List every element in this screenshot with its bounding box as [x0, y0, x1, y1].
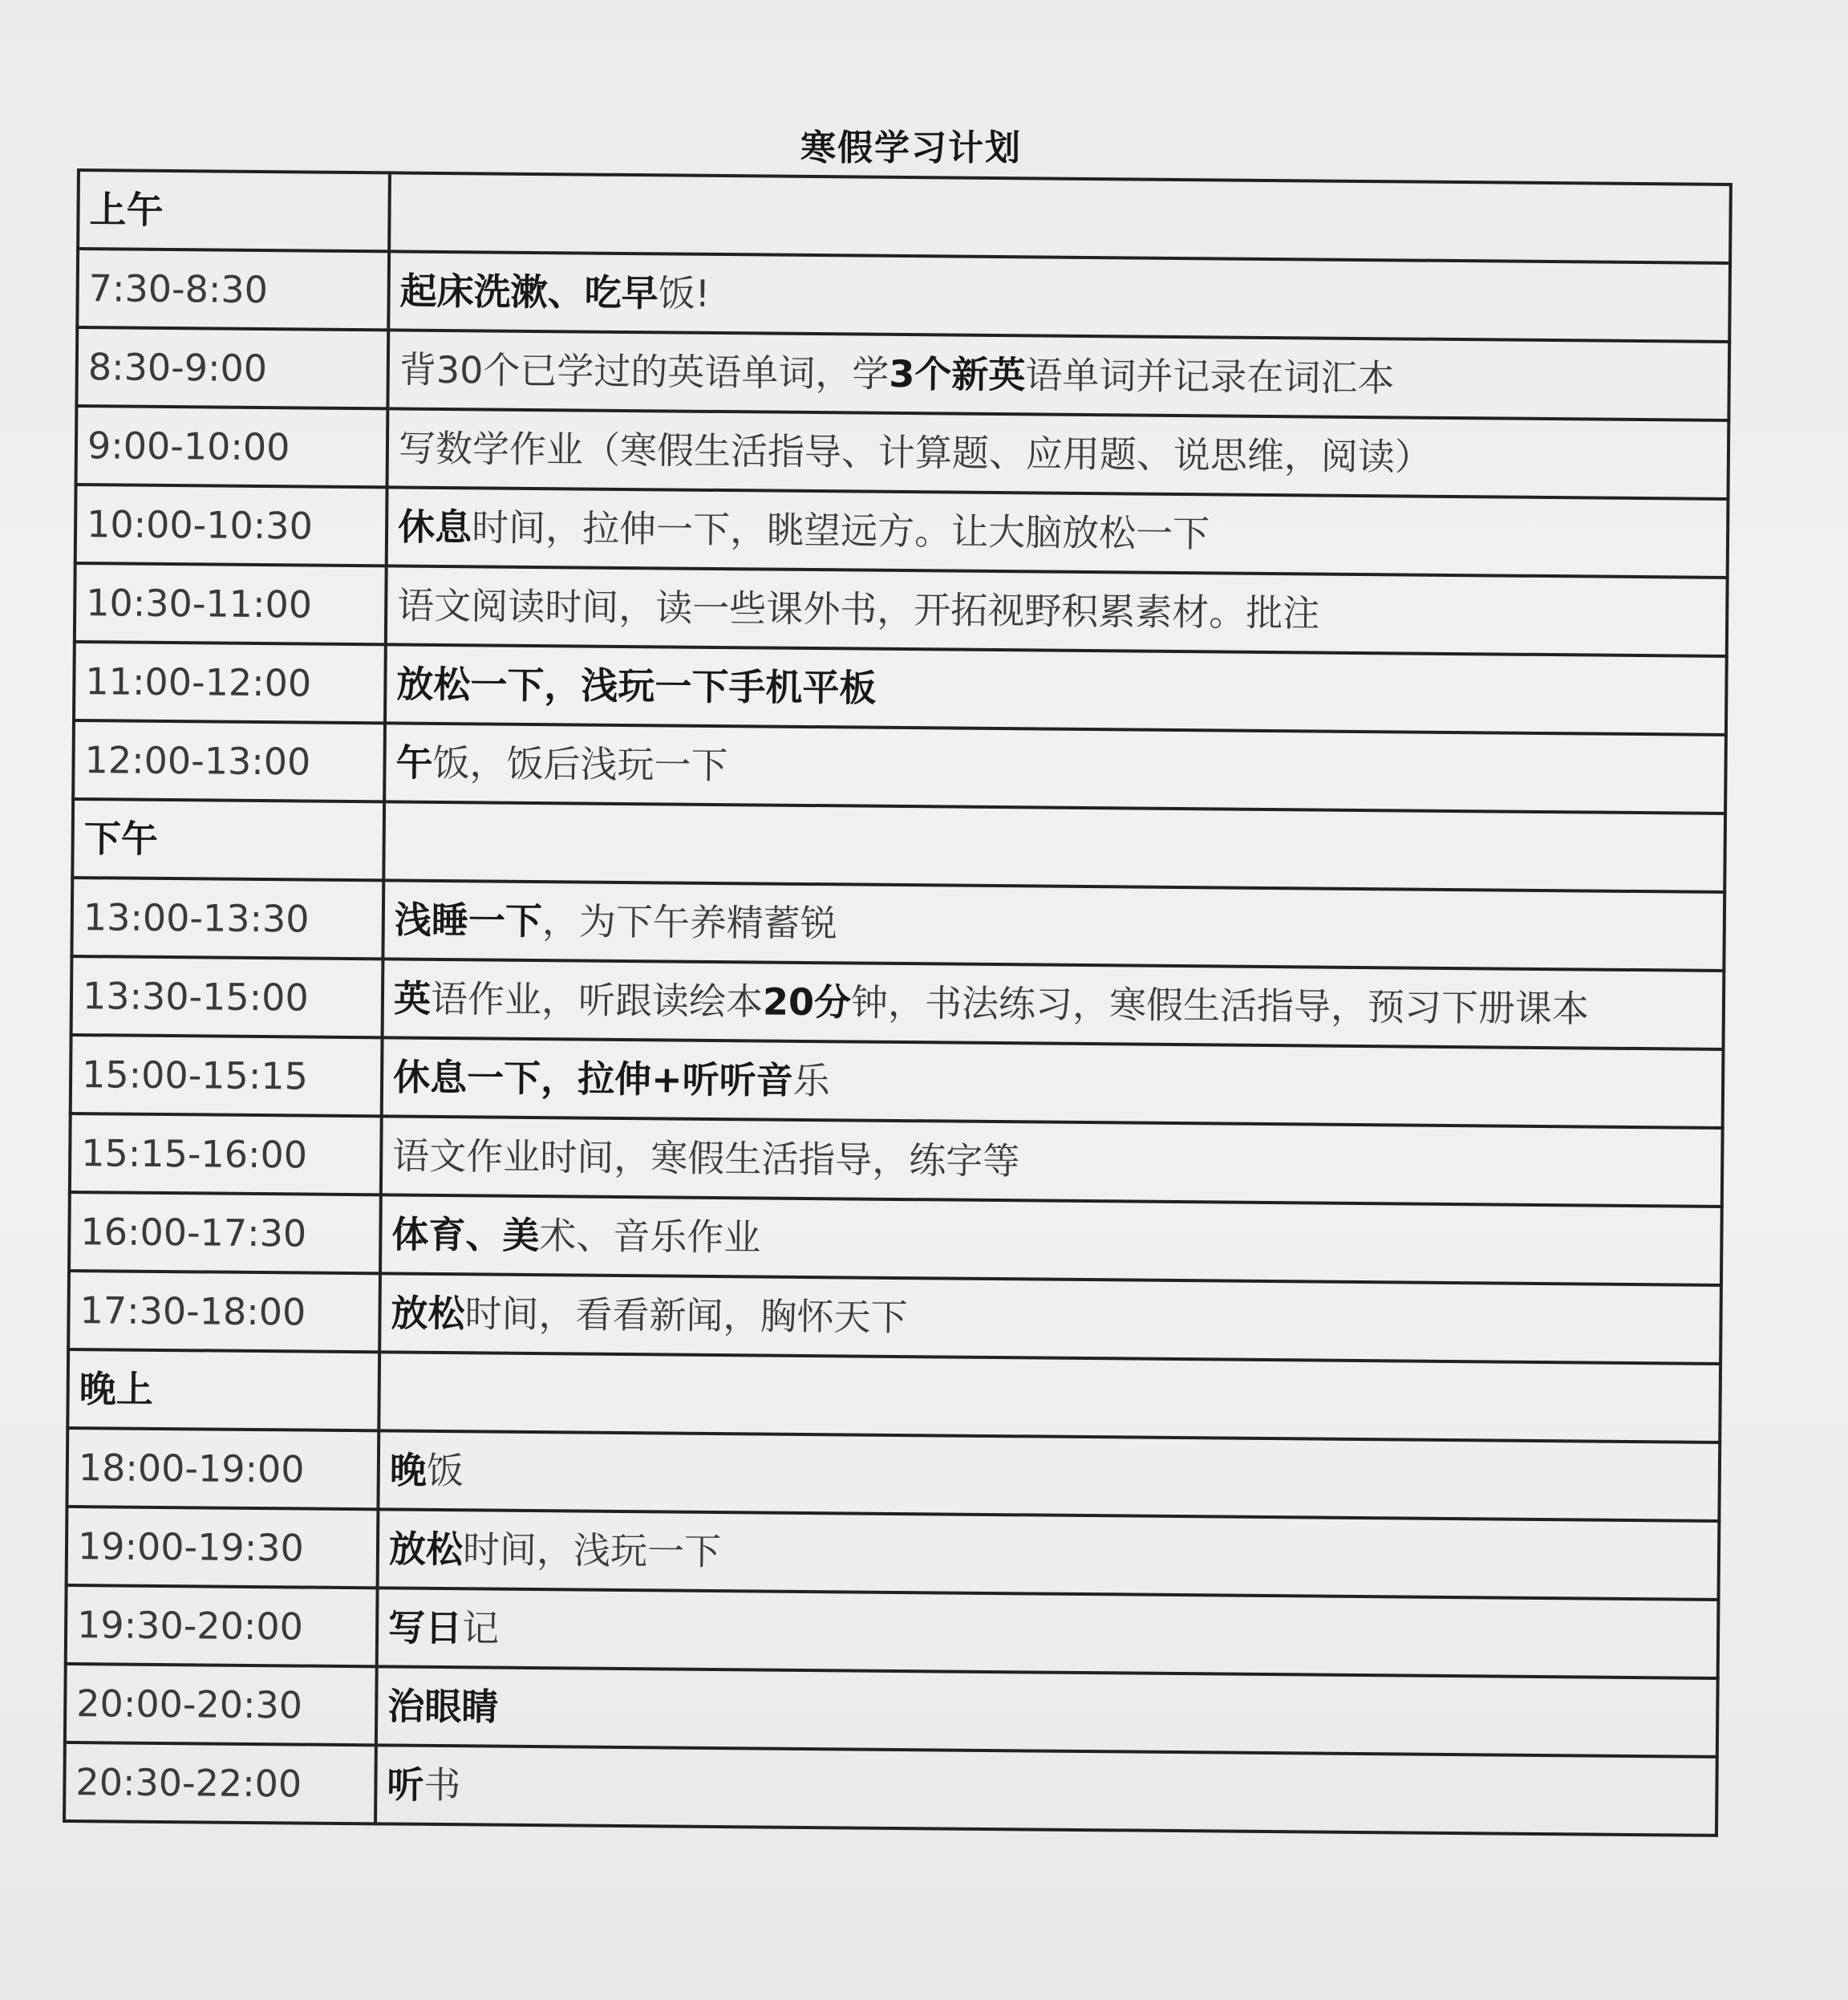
activity-text: 浅睡一下	[394, 898, 543, 943]
time-slot: 13:30-15:00	[71, 956, 383, 1037]
activity-text: 饭!	[658, 271, 711, 315]
time-slot: 12:00-13:00	[73, 720, 385, 801]
activity-cell	[388, 251, 1730, 342]
activity-text: 书	[424, 1763, 461, 1807]
schedule-row	[71, 956, 1724, 1049]
period-label: 上午	[78, 170, 390, 251]
schedule-row	[67, 1507, 1720, 1600]
time-slot: 8:30-9:00	[76, 327, 388, 408]
activity-cell	[384, 723, 1726, 813]
activity-text: 语文作业时间，寒假生活指导，练字等	[392, 1134, 1020, 1183]
activity-text: 背30个已学过的英语单词，学	[399, 347, 890, 396]
activity-text: 时间，拉伸一下，眺望远方。让大脑放松一下	[471, 505, 1210, 556]
activity-cell	[378, 1509, 1720, 1600]
activity-text: 休息一下，拉伸+听听音	[392, 1055, 793, 1102]
time-slot: 17:30-18:00	[68, 1271, 380, 1352]
activity-text: 写数学作业（寒假生活指导、计算题、应用题、说思维，阅读）	[398, 426, 1433, 479]
period-empty-cell	[389, 172, 1731, 263]
schedule-row	[74, 642, 1727, 735]
activity-text: 记	[461, 1606, 500, 1650]
activity-text: 饭，饭后浅玩一下	[432, 740, 728, 788]
activity-cell	[377, 1588, 1719, 1678]
activity-text: 治眼睛	[387, 1684, 499, 1729]
schedule-row	[76, 406, 1729, 499]
schedule-row	[69, 1192, 1722, 1285]
schedule-row	[67, 1428, 1720, 1521]
document-title: 寒假学习计划	[800, 128, 1022, 168]
period-label: 晚上	[67, 1349, 379, 1430]
time-slot: 15:00-15:15	[71, 1035, 383, 1116]
schedule-body	[64, 170, 1731, 1836]
activity-cell	[386, 566, 1728, 656]
schedule-row	[77, 249, 1730, 342]
period-empty-cell	[383, 801, 1725, 892]
period-header-row	[67, 1349, 1720, 1442]
period-header-row	[72, 799, 1725, 892]
activity-text: 时间，看看新闻，胸怀天下	[464, 1292, 908, 1340]
schedule-row	[65, 1664, 1718, 1757]
schedule-row	[71, 878, 1724, 971]
activity-text: 术、音乐作业	[539, 1214, 761, 1260]
schedule-table	[63, 168, 1732, 1837]
time-slot: 15:15-16:00	[70, 1114, 382, 1195]
time-slot: 20:00-20:30	[65, 1664, 377, 1745]
time-slot: 11:00-12:00	[74, 642, 386, 723]
activity-text: 午	[395, 740, 433, 785]
activity-cell	[385, 644, 1727, 735]
activity-text: ，为下午养精蓄锐	[541, 899, 838, 946]
time-slot: 9:00-10:00	[76, 406, 388, 487]
activity-cell	[382, 1037, 1724, 1128]
time-slot: 19:00-19:30	[67, 1507, 379, 1588]
activity-cell	[387, 487, 1728, 578]
activity-cell	[387, 408, 1729, 499]
time-slot: 13:00-13:30	[71, 878, 383, 959]
activity-text: 体育、美	[391, 1212, 540, 1258]
activity-cell	[375, 1745, 1717, 1836]
activity-text: 起床洗漱、吃早	[399, 269, 659, 315]
activity-cell	[376, 1666, 1718, 1757]
activity-text: 乐	[792, 1058, 830, 1103]
activity-text: 听	[387, 1763, 424, 1807]
activity-cell	[387, 330, 1729, 420]
time-slot: 10:00-10:30	[75, 485, 387, 566]
activity-text: 写日	[387, 1605, 463, 1650]
activity-text: 语单词并记录在词汇本	[1025, 353, 1395, 400]
activity-text: 饭	[426, 1448, 464, 1493]
time-slot: 10:30-11:00	[75, 563, 387, 644]
schedule-row	[73, 720, 1726, 813]
schedule-row	[66, 1585, 1719, 1678]
activity-text: 3个新英	[889, 351, 1026, 397]
time-slot: 18:00-19:00	[67, 1428, 379, 1509]
activity-cell	[383, 959, 1724, 1049]
schedule-row	[64, 1742, 1717, 1836]
schedule-row	[71, 1035, 1724, 1128]
schedule-row	[75, 485, 1728, 578]
time-slot: 16:00-17:30	[69, 1192, 381, 1273]
period-header-row	[78, 170, 1731, 263]
activity-text: 语作业，听跟读绘本	[430, 976, 764, 1024]
activity-cell	[379, 1273, 1721, 1364]
activity-text: 放松一下，浅玩一下手机平板	[396, 662, 877, 710]
activity-text: 放松	[391, 1291, 465, 1336]
activity-cell	[383, 880, 1724, 971]
activity-text: 英	[393, 976, 432, 1020]
activity-text: 时间，浅玩一下	[462, 1527, 722, 1574]
period-label: 下午	[72, 799, 384, 880]
activity-text: 语文阅读时间，读一些课外书，开拓视野积累素材。批注	[397, 583, 1320, 635]
activity-text: 放松	[388, 1527, 464, 1572]
time-slot: 20:30-22:00	[64, 1742, 376, 1824]
period-empty-cell	[379, 1352, 1720, 1442]
schedule-row	[75, 563, 1728, 656]
activity-text: 晚	[389, 1448, 428, 1492]
activity-text: 钟，书法练习，寒假生活指导，预习下册课本	[850, 980, 1590, 1031]
activity-cell	[380, 1195, 1722, 1285]
activity-text: 休息	[397, 505, 472, 550]
time-slot: 7:30-8:30	[77, 249, 389, 330]
schedule-row	[68, 1271, 1721, 1364]
schedule-row	[76, 327, 1729, 420]
activity-cell	[378, 1430, 1720, 1521]
time-slot: 19:30-20:00	[66, 1585, 378, 1666]
activity-cell	[381, 1116, 1723, 1207]
schedule-row	[70, 1114, 1723, 1207]
activity-text: 20分	[762, 980, 852, 1024]
